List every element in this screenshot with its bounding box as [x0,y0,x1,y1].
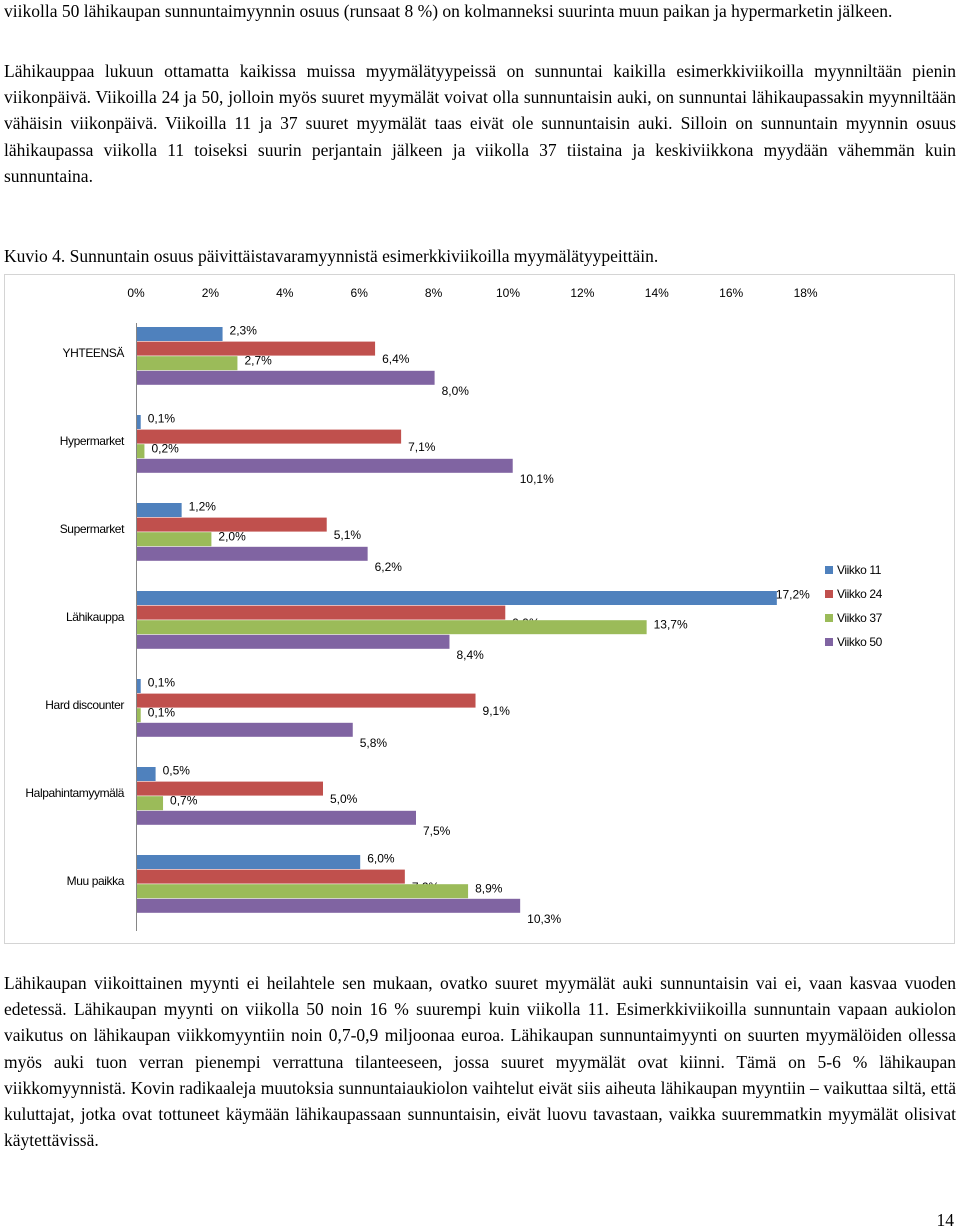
data-label: 0,1% [147,705,176,720]
data-label: 0,5% [162,763,190,778]
data-label: 8,9% [475,881,503,896]
category-label: Halpahintamyymälä [25,786,124,800]
bar-chart [4,274,955,944]
bar-viikko-50 [137,635,449,649]
data-label: 2,3% [229,323,257,338]
legend-swatch [825,590,833,598]
x-tick-label: 0% [127,286,145,300]
bar-viikko-37 [137,356,237,370]
data-label: 0,1% [147,411,176,426]
legend-label: Viikko 11 [837,563,881,577]
bar-viikko-11 [137,767,156,781]
x-tick-label: 4% [276,286,294,300]
x-tick-label: 2% [201,286,220,300]
paragraph-text: viikolla 50 lähikaupan sunnuntaimyynnin osuus (runsaat 8 %) on kolmanneksi suurinta muun paikan ja hypermarketin jälkeen. [4,1,893,21]
legend-label: Viikko 50 [837,635,882,649]
bar-viikko-37 [137,532,211,546]
data-label: 0,2% [151,441,179,456]
data-label: 10,3% [527,912,562,927]
data-label: 6,4% [382,351,410,366]
data-label: 6,0% [367,851,395,866]
x-tick-label: 10% [495,286,521,300]
category-label: Supermarket [59,522,124,536]
legend-label: Viikko 24 [837,587,882,601]
data-label: 9,1% [482,703,510,718]
data-label: 5,8% [359,736,388,751]
data-label: 8,0% [441,384,469,399]
category-label: Hard discounter [45,698,124,712]
data-label: 8,4% [456,648,484,663]
x-tick-label: 6% [350,286,368,300]
bar-viikko-37 [137,796,163,810]
legend-label: Viikko 37 [837,611,882,625]
bar-viikko-24 [137,870,405,884]
category-label: Hypermarket [59,434,124,448]
paragraph-text: Lähikauppaa lukuun ottamatta kaikissa muissa myymälätyypeissä on sunnuntai kaikilla esimerkkiviikoilla myynniltään pienin viikonpäivä. Viikoilla 24 ja 50, jolloin myös suuret myymälät voivat olla sunnuntaisin auki, on sunnuntai lähikaupassakin myynniltään vähäisin viikonpäivä. Viikoilla 11 ja 37 suuret myymälät taas eivät ole sunnuntaisin auki. Silloin on sunnuntain myynnin osuus lähikaupassa viikolla 11 toiseksi suurin perjantain jälkeen ja viikolla 37 tiistaina ja keskiviikkona myydään vähemmän kuin sunnuntaina. [4,61,956,186]
bar-viikko-11 [137,679,141,693]
data-label: 2,0% [218,529,246,544]
bar-viikko-37 [137,884,468,898]
data-label: 0,7% [170,793,198,808]
legend-swatch [825,614,833,622]
bar-viikko-50 [137,811,416,825]
bar-viikko-50 [137,547,368,561]
bar-viikko-50 [137,459,513,473]
legend-swatch [825,638,833,646]
bar-viikko-50 [137,371,435,385]
bar-viikko-37 [137,620,647,634]
bar-viikko-37 [137,444,144,458]
data-label: 17,2% [775,587,810,602]
page-number: 14 [936,1210,954,1230]
data-label: 7,5% [423,824,451,839]
bar-viikko-11 [137,415,141,429]
bar-viikko-50 [137,723,353,737]
category-label: Lähikauppa [65,610,124,624]
category-label: YHTEENSÄ [62,346,124,360]
bar-viikko-24 [137,606,505,620]
data-label: 10,1% [519,472,554,487]
bar-viikko-37 [137,708,141,722]
data-label: 13,7% [653,617,688,632]
bar-chart-svg [5,275,954,943]
bar-viikko-11 [137,503,182,517]
bar-viikko-24 [137,782,323,796]
data-label: 5,0% [330,791,358,806]
paragraph-text: Lähikaupan viikoittainen myynti ei heilahtele sen mukaan, ovatko suuret myymälät auki sunnuntaisin vai ei, vaan kasvaa vuoden edetessä. Lähikaupan myynti on viikolla 50 noin 16 % suurempi kuin viikolla 11. Esimerkkiviikoilla sunnuntain vapaan aukiolon vaikutus on lähikaupan viikkomyyntiin noin 0,7-0,9 miljoonaa euroa. Lähikaupan sunnuntaimyynti on suurten myymälöiden ollessa myös auki tuon verran pienempi verrattuna tilanteeseen, jossa suuret myymälät ovat kiinni. Tämä on 5-6 % lähikaupan viikkomyynnistä. Kovin radikaaleja muutoksia sunnuntaiaukiolon vaihtelut eivät siis aiheuta lähikaupan myyntiin – vaikuttaa siltä, että kuluttajat, jotka ovat tottuneet käymään lähikaupassaan sunnuntaisin, eivät luovu tavastaan, vaikka suuremmatkin myymälät olisivat käytettävissä. [4,973,956,1151]
data-label: 5,1% [333,527,362,542]
figure-caption: Kuvio 4. Sunnuntain osuus päivittäistavaramyynnistä esimerkkiviikoilla myymälätyypeittäin. [4,246,659,266]
bar-viikko-11 [137,855,360,869]
paragraph-intro [4,58,956,189]
paragraph-bottom [4,970,956,1153]
data-label: 7,1% [408,439,436,454]
legend-swatch [825,566,833,574]
data-label: 1,2% [188,499,216,514]
bar-viikko-11 [137,327,223,341]
bar-viikko-50 [137,899,520,913]
bar-viikko-24 [137,694,476,708]
bar-viikko-11 [137,591,777,605]
data-label: 2,7% [244,353,272,368]
x-tick-label: 8% [424,286,443,300]
x-tick-label: 12% [570,286,595,300]
category-label: Muu paikka [66,874,124,888]
paragraph-top [4,0,956,24]
x-tick-label: 14% [644,286,669,300]
data-label: 6,2% [374,560,402,575]
x-tick-label: 16% [719,286,744,300]
x-tick-label: 18% [793,286,818,300]
data-label: 0,1% [147,675,176,690]
